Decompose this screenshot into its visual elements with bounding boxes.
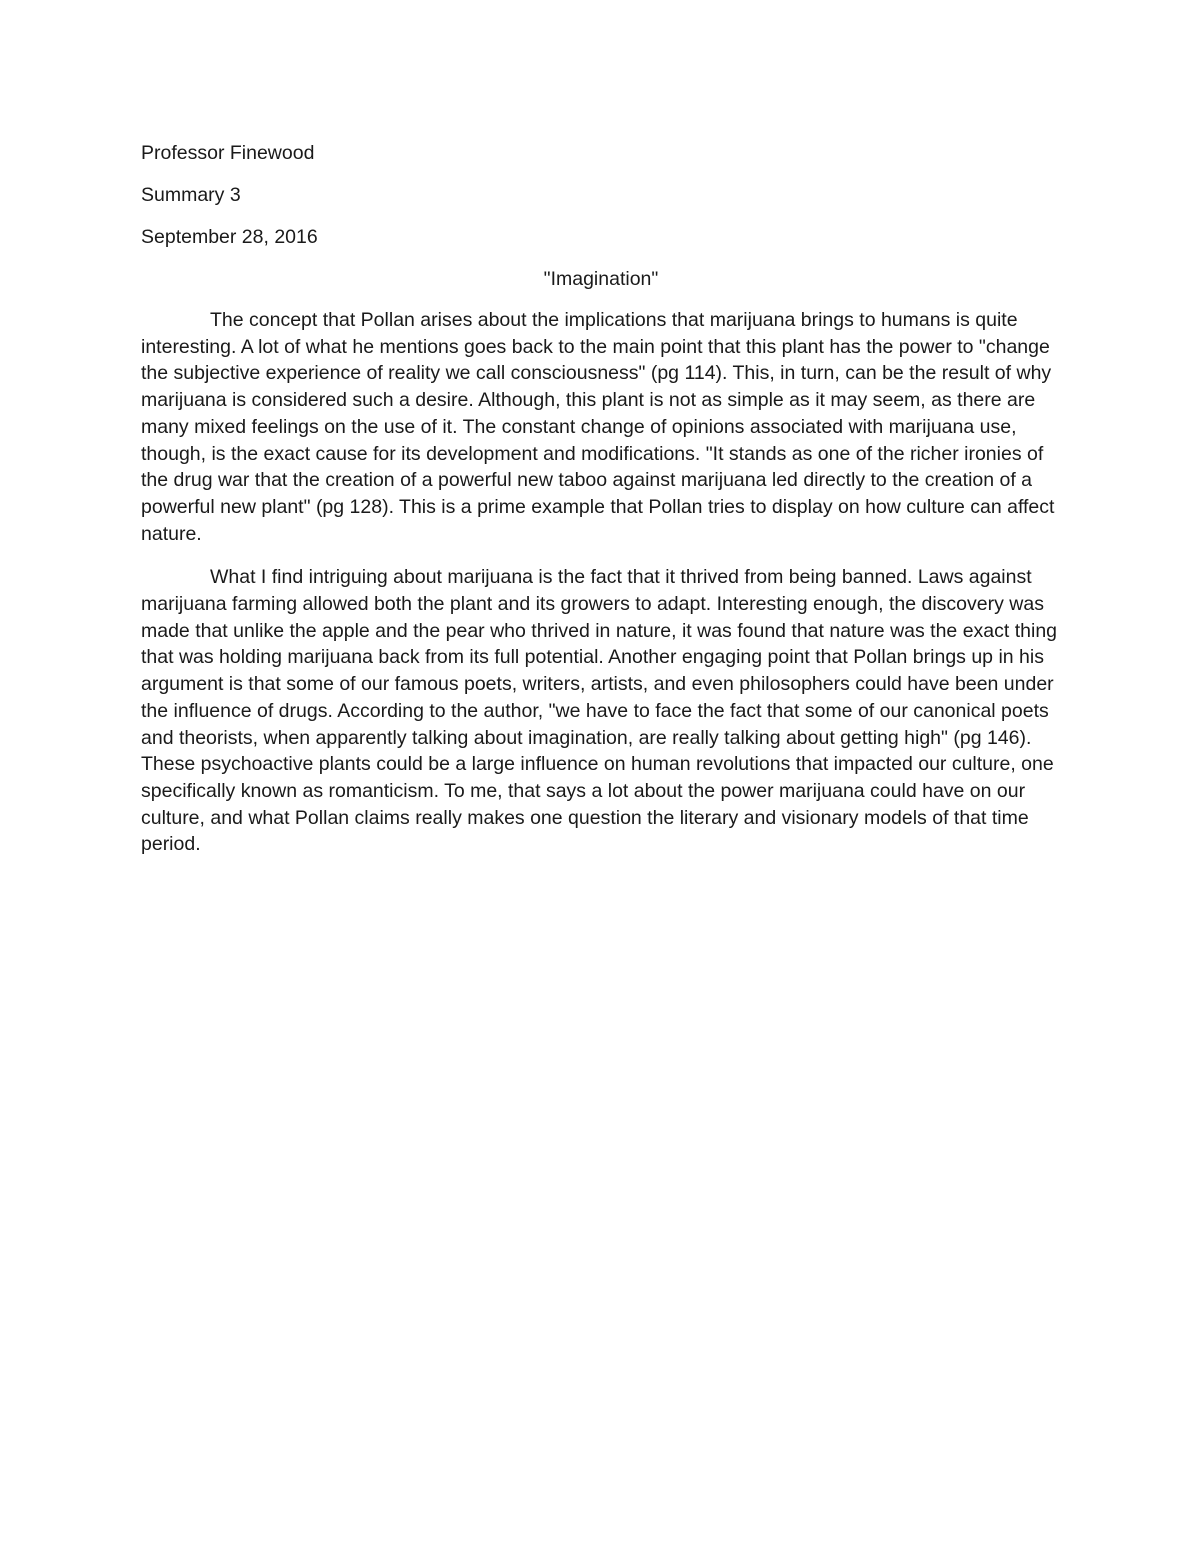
document-body <box>141 140 1061 875</box>
document-title: "Imagination" <box>543 268 659 290</box>
assignment-name: Summary 3 <box>141 184 241 206</box>
document-date: September 28, 2016 <box>141 226 318 248</box>
paragraph-1: The concept that Pollan arises about the implications that marijuana brings to humans is quite interesting. A lot of what he mentions goes back to the main point that this plant has the power to "change the subjective experience of reality we call consciousness" (pg 114). This, in turn, can be the result of why marijuana is considered such a desire. Although, this plant is not as simple as it may seem, as there are many mixed feelings on the use of it. The constant change of opinions associated with marijuana use, though, is the exact cause for its development and modifications. "It stands as one of the richer ironies of the drug war that the creation of a powerful new taboo against marijuana led directly to the creation of a powerful new plant" (pg 128). This is a prime example that Pollan tries to display on how culture can affect nature. <box>141 309 1055 545</box>
professor-name: Professor Finewood <box>141 142 315 164</box>
paragraph-2: What I find intriguing about marijuana is the fact that it thrived from being banned. Laws against marijuana farming allowed both the plant and its growers to adapt. Interesting enough, the discovery was made that unlike the apple and the pear who thrived in nature, it was found that nature was the exact thing that was holding marijuana back from its full potential. Another engaging point that Pollan brings up in his argument is that some of our famous poets, writers, artists, and even philosophers could have been under the influence of drugs. According to the author, "we have to face the fact that some of our canonical poets and theorists, when apparently talking about imagination, are really talking about getting high" (pg 146). These psychoactive plants could be a large influence on human revolutions that impacted our culture, one specifically known as romanticism. To me, that says a lot about the power marijuana could have on our culture, and what Pollan claims really makes one question the literary and visionary models of that time period. <box>141 566 1058 856</box>
